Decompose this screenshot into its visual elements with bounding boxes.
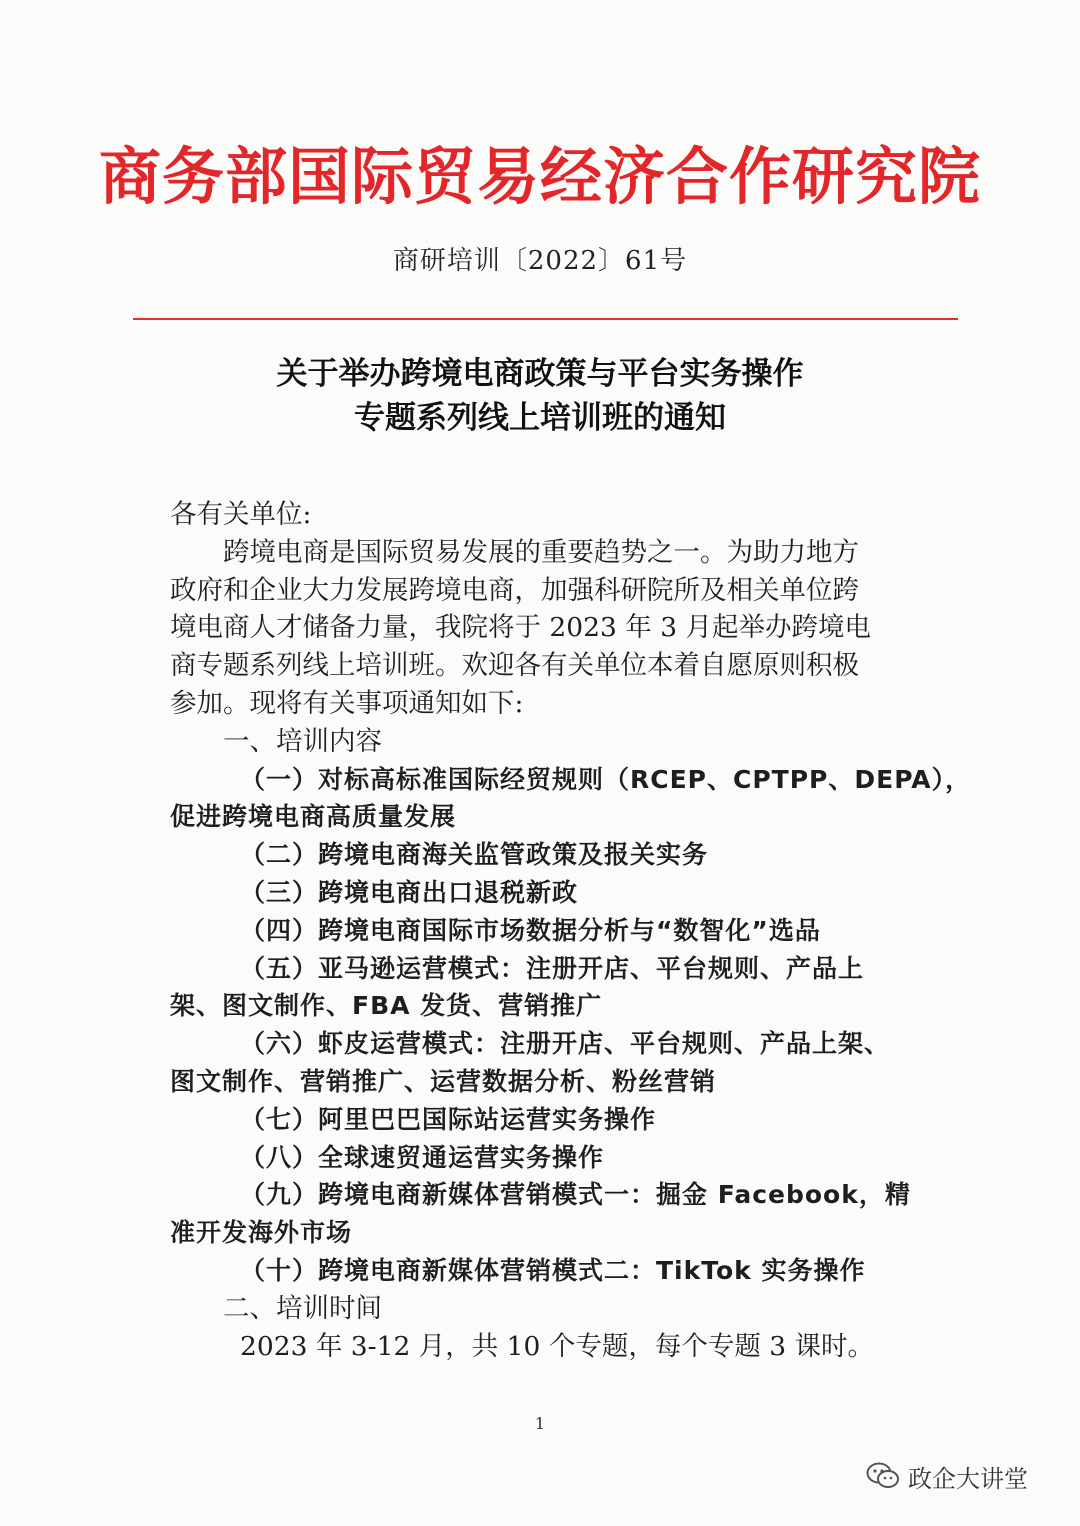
notice-title	[0, 352, 1080, 440]
intro-line-1: 跨境电商是国际贸易发展的重要趋势之一。为助力地方	[223, 536, 859, 568]
item-6: （六）虾皮运营模式：注册开店、平台规则、产品上架、	[240, 1029, 891, 1059]
wechat-icon	[866, 1461, 900, 1491]
salutation: 各有关单位:	[170, 499, 312, 530]
item-10: （十）跨境电商新媒体营销模式二：TikTok 实务操作	[240, 1255, 866, 1285]
intro-line-3: 境电商人才储备力量，我院将于 2023 年 3 月起举办跨境电	[170, 612, 871, 644]
intro-line-5: 参加。现将有关事项通知如下:	[170, 687, 524, 719]
intro-line-2: 政府和企业大力发展跨境电商，加强科研院所及相关单位跨	[170, 574, 859, 606]
document-number: 商研培训〔2022〕61号	[392, 246, 688, 276]
item-4: （四）跨境电商国际市场数据分析与“数智化”选品	[240, 915, 821, 945]
item-9: （九）跨境电商新媒体营销模式一：掘金 Facebook，精	[240, 1180, 911, 1210]
notice-body	[170, 496, 972, 1365]
item-9-continued: 准开发海外市场	[170, 1218, 353, 1248]
wechat-watermark	[866, 1458, 1028, 1494]
item-2: （二）跨境电商海关监管政策及报关实务	[240, 840, 709, 870]
notice-title-line-2: 专题系列线上培训班的通知	[354, 400, 726, 436]
header-divider	[133, 318, 958, 320]
notice-title-line-1: 关于举办跨境电商政策与平台实务操作	[276, 356, 804, 392]
item-1-continued: 促进跨境电商高质量发展	[170, 802, 457, 832]
organization-header: 商务部国际贸易经济合作研究院	[98, 140, 981, 213]
item-1: （一）对标高标准国际经贸规则（RCEP、CPTPP、DEPA），	[240, 764, 972, 794]
section-heading-training-time: 二、培训时间	[223, 1292, 382, 1324]
item-5-continued: 架、图文制作、FBA 发货、营销推广	[170, 991, 603, 1021]
item-7: （七）阿里巴巴国际站运营实务操作	[240, 1104, 657, 1134]
item-8: （八）全球速贸通运营实务操作	[240, 1142, 605, 1172]
intro-line-4: 商专题系列线上培训班。欢迎各有关单位本着自愿原则积极	[170, 650, 859, 682]
training-time-text: 2023 年 3-12 月，共 10 个专题，每个专题 3 课时。	[240, 1330, 875, 1362]
page-number: 1	[534, 1414, 546, 1433]
item-6-continued: 图文制作、营销推广、运营数据分析、粉丝营销	[170, 1066, 717, 1096]
watermark-text: 政企大讲堂	[908, 1464, 1028, 1493]
section-heading-training-content: 一、培训内容	[223, 725, 382, 757]
item-3: （三）跨境电商出口退税新政	[240, 877, 579, 907]
item-5: （五）亚马逊运营模式：注册开店、平台规则、产品上	[240, 953, 865, 983]
